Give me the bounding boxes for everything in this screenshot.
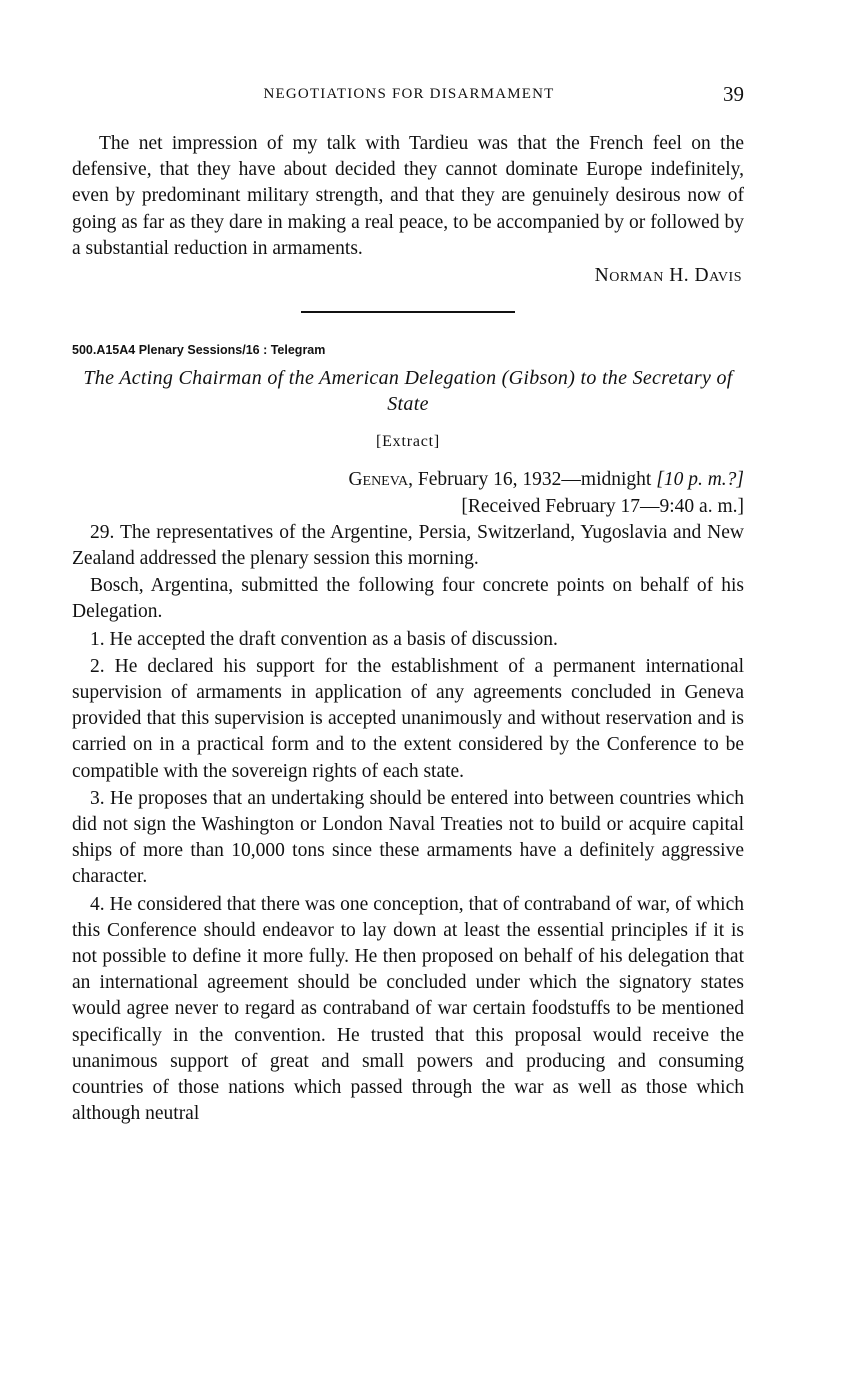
- page-number: 39: [723, 82, 744, 106]
- paragraph-29: 29. The representatives of the Argentine, Persia, Switzerland, Yugoslavia and New Zealand addressed the plenary session this morning.: [72, 521, 744, 570]
- file-reference: 500.A15A4 Plenary Sessions/16 : Telegram: [72, 343, 326, 358]
- document-title: The Acting Chairman of the American Delegation (Gibson) to the Secretary of State: [83, 367, 733, 416]
- signature: Norman H. Davis: [594, 265, 742, 287]
- point-1: 1. He accepted the draft convention as a basis of discussion.: [90, 628, 558, 650]
- dateline: [72, 467, 744, 493]
- point-3: 3. He proposes that an undertaking should be entered into between countries which did not sign the Washington or London Naval Treaties not to build or acquire capital ships of more than 10,000 tons since these armaments have a definitely aggressive character.: [72, 787, 744, 888]
- page-header: [72, 84, 746, 112]
- point-2: 2. He declared his support for the establishment of a permanent international supervision of armaments in application of any agreements concluded in Geneva provided that this supervision is accepted unanimously and without reservation and is carried on in a practical form and to the extent considered by the Conference to be compatible with the sovereign rights of each state.: [72, 655, 744, 782]
- dateline-date: February 16, 1932—midnight: [417, 469, 652, 491]
- section-divider: [301, 311, 515, 313]
- running-title: NEGOTIATIONS FOR DISARMAMENT: [263, 86, 555, 102]
- paragraph-bosch: Bosch, Argentina, submitted the following four concrete points on behalf of his Delegation.: [72, 575, 744, 623]
- page-body: [72, 131, 744, 1128]
- extract-label: [Extract]: [375, 433, 441, 451]
- received-line: [Received February 17—9:40 a. m.]: [461, 495, 744, 517]
- point-4: 4. He considered that there was one conception, that of contraband of war, of which this Conference should endeavor to lay down at least the essential principles if it is not possible to define it more fully. He then proposed on behalf of his delegation that an international agreement should be concluded under which the signatory states would agree never to regard as contraband of war certain foodstuffs to be mentioned specifically in the convention. He trusted that this proposal would receive the unanimous support of great and small powers and producing and consuming countries of those nations which passed through the war as well as those which although neutral: [72, 893, 744, 1125]
- intro-paragraph: The net impression of my talk with Tardieu was that the French feel on the defensive, that they have about decided they cannot dominate Europe indefinitely, even by predominant military strength, and that they are genuinely desirous now of going as far as they dare in making a real peace, to be accompanied by or followed by a substantial reduction in armaments.: [72, 133, 744, 259]
- dateline-place: Geneva,: [348, 469, 414, 491]
- dateline-correction: [10 p. m.?]: [656, 469, 744, 491]
